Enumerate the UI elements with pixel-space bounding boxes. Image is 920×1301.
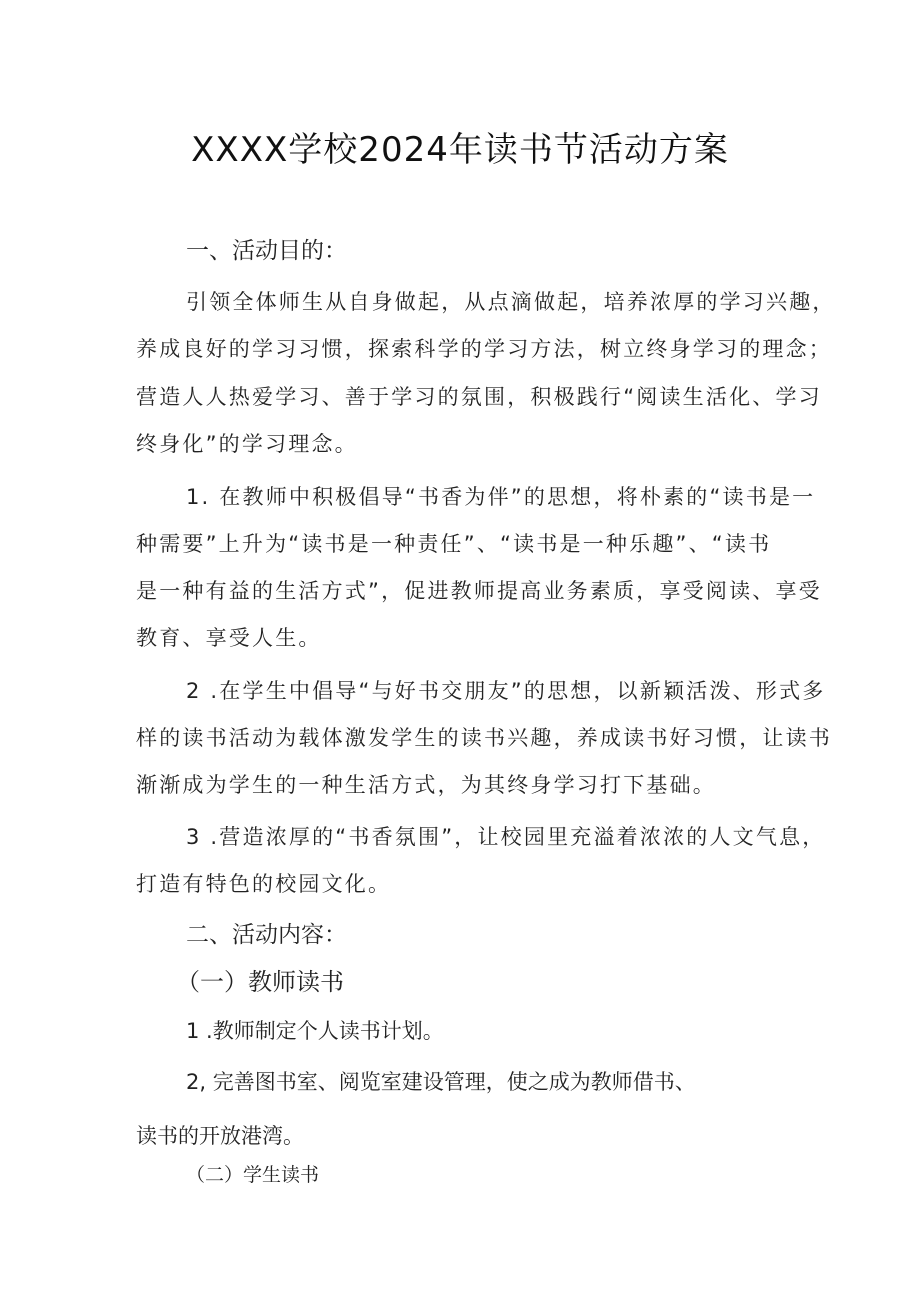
document-title: XXXX学校2024年读书节活动方案 xyxy=(191,130,729,170)
paragraph-line: 1. 在教师中积极倡导“书香为伴”的思想，将朴素的“读书是一 xyxy=(186,485,816,509)
section-heading-content: 二、活动内容： xyxy=(186,922,347,948)
paragraph-line: 营造人人热爱学习、善于学习的氛围，积极践行“阅读生活化、学习 xyxy=(136,385,822,409)
paragraph-line: 引领全体师生从自身做起，从点滴做起，培养浓厚的学习兴趣， xyxy=(186,290,836,314)
paragraph-line: 种需要”上升为“读书是一种责任”、“读书是一种乐趣”、“读书 xyxy=(136,532,772,556)
paragraph-line: 是一种有益的生活方式”，促进教师提高业务素质，享受阅读、享受 xyxy=(136,579,822,603)
list-item: 2, 完善图书室、阅览室建设管理，使之成为教师借书、 xyxy=(186,1070,696,1094)
paragraph-line: 终身化”的学习理念。 xyxy=(136,432,358,456)
list-item: 1 .教师制定个人读书计划。 xyxy=(186,1019,444,1043)
paragraph-line: 打造有特色的校园文化。 xyxy=(136,872,392,896)
paragraph-line: 样的读书活动为载体激发学生的读书兴趣，养成读书好习惯，让读书 xyxy=(136,726,832,750)
paragraph-line: 养成良好的学习习惯，探索科学的学习方法，树立终身学习的理念； xyxy=(136,337,832,361)
section-heading-purpose: 一、活动目的： xyxy=(186,238,347,264)
paragraph-line: 2 .在学生中倡导“与好书交朋友”的思想，以新颖活泼、形式多 xyxy=(186,679,826,703)
paragraph-line: 渐渐成为学生的一种生活方式，为其终身学习打下基础。 xyxy=(136,773,716,797)
paragraph-line: 3 .营造浓厚的“书香氛围”，让校园里充溢着浓浓的人文气息， xyxy=(186,825,826,849)
paragraph-line: 教育、享受人生。 xyxy=(136,626,322,650)
subsection-heading-student: （二）学生读书 xyxy=(186,1164,320,1186)
subsection-heading-teacher: （一）教师读书 xyxy=(176,968,344,996)
list-item-continuation: 读书的开放港湾。 xyxy=(136,1124,304,1148)
